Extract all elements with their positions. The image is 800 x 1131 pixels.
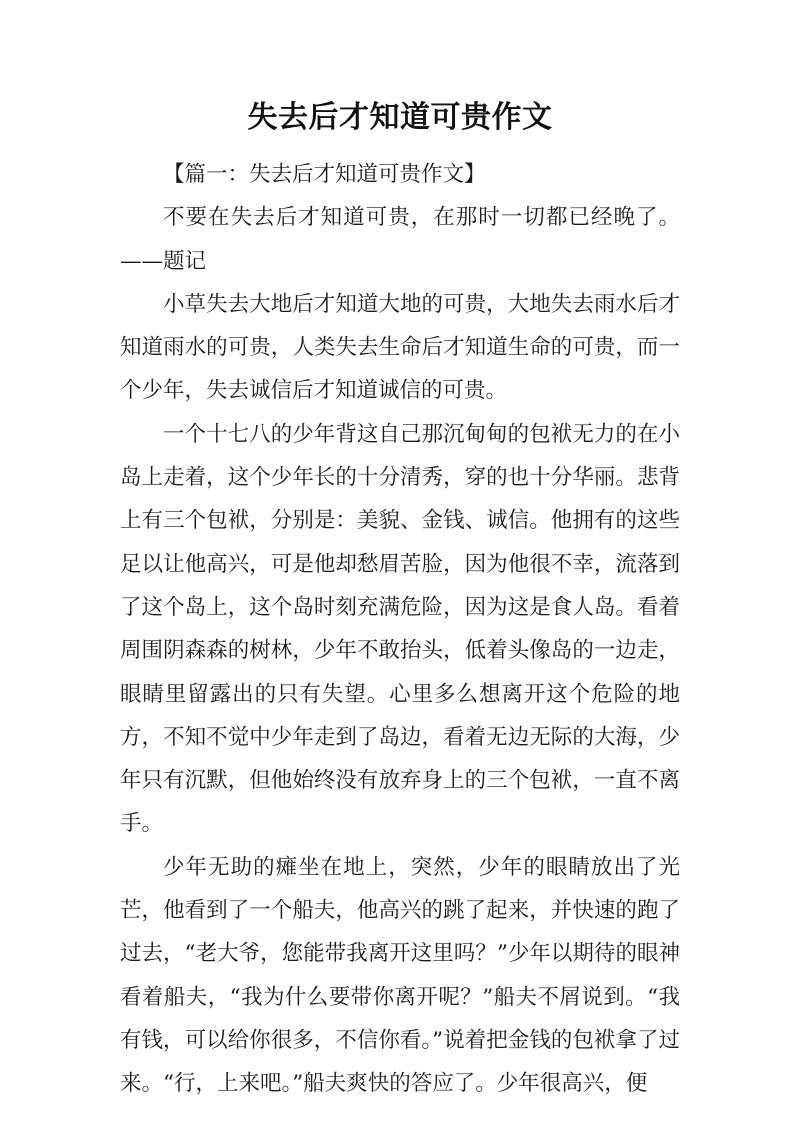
section-heading: 【篇一：失去后才知道可贵作文】 [163, 162, 486, 187]
document-title: 失去后才知道可贵作文 [247, 100, 553, 135]
paragraph: 小草失去大地后才知道大地的可贵，大地失去雨水后才知道雨水的可贵，人类失去生命后才知道生命的可贵，而一个少年，失去诚信后才知道诚信的可贵。 [120, 291, 680, 404]
paragraph: 少年无助的瘫坐在地上，突然，少年的眼睛放出了光芒，他看到了一个船夫，他高兴的跳了起来，并快速的跑了过去，“老大爷，您能带我离开这里吗？”少年以期待的眼神看着船夫，“我为什么要带你离开呢？”船夫不屑说到。“我有钱，可以给你很多，不信你看。”说着把金钱的包袱拿了过来。“行，上来吧。”船夫爽快的答应了。少年很高兴，便 [120, 854, 680, 1097]
document-body [120, 153, 680, 1106]
paragraph-epigraph: 不要在失去后才知道可贵，在那时一切都已经晚了。——题记 [120, 205, 680, 274]
paragraph: 一个十七八的少年背这自己那沉甸甸的包袱无力的在小岛上走着，这个少年长的十分清秀，穿的也十分华丽。悲背上有三个包袱，分别是：美貌、金钱、诚信。他拥有的这些足以让他高兴，可是他却愁眉苦脸，因为他很不幸，流落到了这个岛上，这个岛时刻充满危险，因为这是食人岛。看着周围阴森森的树林，少年不敢抬头，低着头像岛的一边走，眼睛里留露出的只有失望。心里多么想离开这个危险的地方，不知不觉中少年走到了岛边，看着无边无际的大海，少年只有沉默，但他始终没有放弃身上的三个包袱，一直不离手。 [120, 421, 680, 837]
